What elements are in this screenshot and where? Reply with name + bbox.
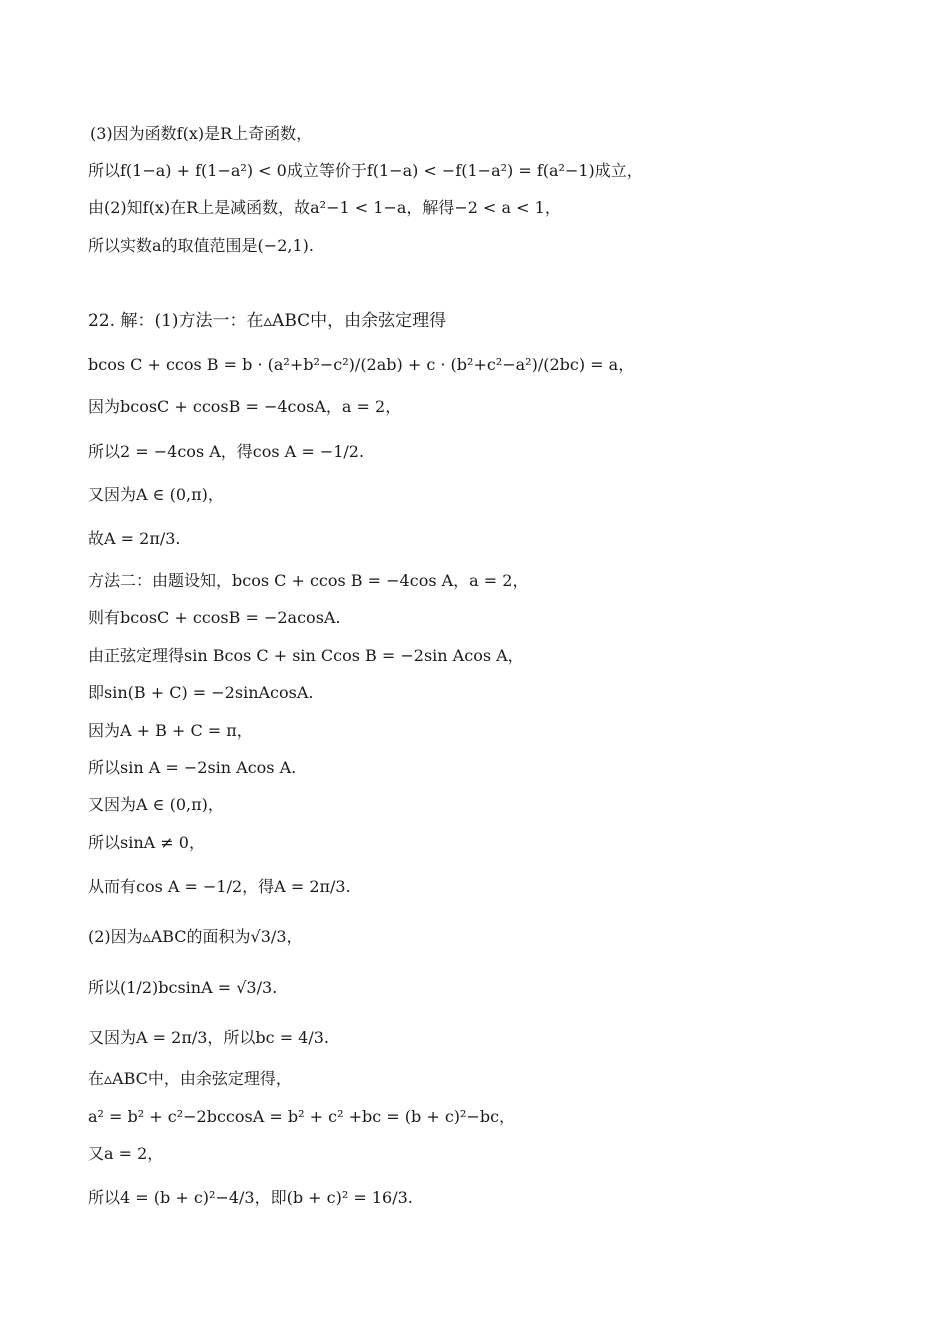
q22-line-7: 方法二：由题设知，bcos C + ccos B = −4cos A，a = 2，	[88, 571, 529, 590]
q22-line-16: (2)因为▵ABC的面积为√3/3，	[88, 927, 303, 946]
q22-line-4: 所以2 = −4cos A，得cos A = −1/2.	[88, 442, 365, 461]
part3-line-3: 由(2)知f(x)在R上是减函数，故a²−1 < 1−a，解得−2 < a < 1，	[88, 198, 561, 217]
q22-line-21: 又a = 2，	[88, 1144, 164, 1163]
q22-line-22: 所以4 = (b + c)²−4/3，即(b + c)² = 16/3.	[88, 1188, 413, 1207]
q22-line-3: 因为bcosC + ccosB = −4cosA，a = 2，	[88, 397, 402, 416]
q22-line-5: 又因为A ∈ (0,π)，	[88, 485, 224, 504]
q22-line-19: 在▵ABC中，由余弦定理得，	[88, 1069, 292, 1088]
q22-line-20: a² = b² + c²−2bccosA = b² + c² +bc = (b + c)²−bc，	[88, 1107, 516, 1126]
q22-line-12: 所以sin A = −2sin Acos A.	[88, 758, 297, 777]
q22-line-9: 由正弦定理得sin Bcos C + sin Ccos B = −2sin Acos A，	[88, 646, 524, 665]
part3-line-1: (3)因为函数f(x)是R上奇函数，	[90, 124, 313, 143]
q22-line-1: 22. 解：(1)方法一：在▵ABC中，由余弦定理得	[88, 311, 447, 331]
part3-line-4: 所以实数a的取值范围是(−2,1).	[88, 236, 314, 255]
q22-line-6: 故A = 2π/3.	[88, 529, 181, 548]
q22-line-11: 因为A + B + C = π，	[88, 721, 253, 740]
q22-line-10: 即sin(B + C) = −2sinAcosA.	[88, 683, 314, 702]
q22-line-13: 又因为A ∈ (0,π)，	[88, 795, 224, 814]
part3-line-2: 所以f(1−a) + f(1−a²) < 0成立等价于f(1−a) < −f(1−a²) = f(a²−1)成立，	[88, 161, 643, 180]
q22-line-2: bcos C + ccos B = b · (a²+b²−c²)/(2ab) + c · (b²+c²−a²)/(2bc) = a，	[88, 355, 635, 374]
q22-line-8: 则有bcosC + ccosB = −2acosA.	[88, 608, 341, 627]
q22-line-14: 所以sinA ≠ 0，	[88, 833, 205, 852]
q22-line-17: 所以(1/2)bcsinA = √3/3.	[88, 978, 278, 997]
q22-line-18: 又因为A = 2π/3，所以bc = 4/3.	[88, 1028, 330, 1047]
q22-line-15: 从而有cos A = −1/2，得A = 2π/3.	[88, 877, 351, 896]
